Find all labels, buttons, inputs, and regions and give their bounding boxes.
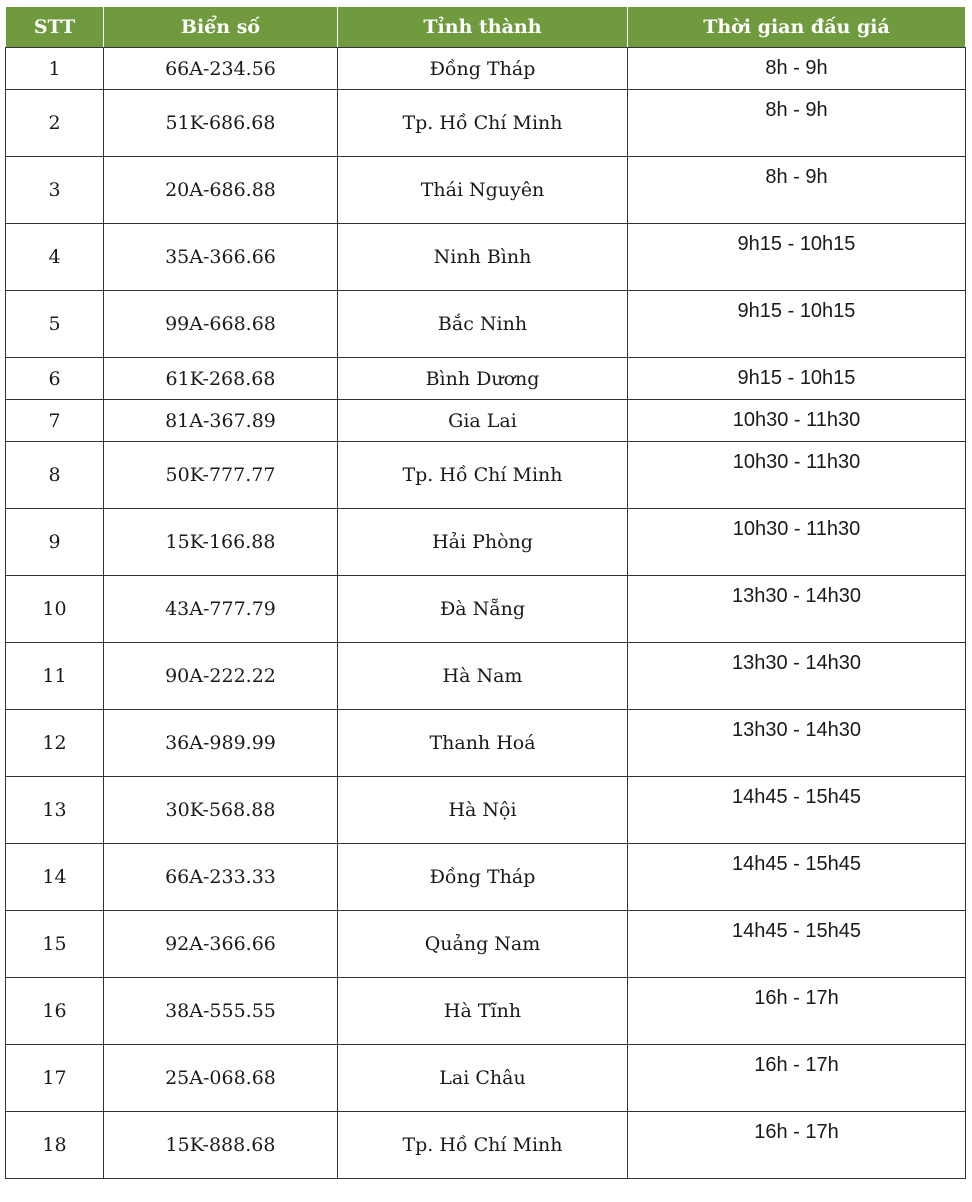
table-row <box>6 978 966 1045</box>
cell-plate: 66A-233.33 <box>104 844 338 911</box>
cell-plate: 20A-686.88 <box>104 157 338 224</box>
table-row <box>6 1045 966 1112</box>
cell-province: Lai Châu <box>338 1045 628 1112</box>
cell-time: 14h45 - 15h45 <box>628 777 966 844</box>
table-row <box>6 358 966 400</box>
cell-province: Hải Phòng <box>338 509 628 576</box>
table-row <box>6 1112 966 1179</box>
table-row <box>6 442 966 509</box>
cell-province: Đồng Tháp <box>338 48 628 90</box>
cell-stt: 2 <box>6 90 104 157</box>
cell-province: Hà Tĩnh <box>338 978 628 1045</box>
cell-province: Bắc Ninh <box>338 291 628 358</box>
header-province: Tỉnh thành <box>338 7 628 48</box>
table-body <box>6 48 966 1179</box>
cell-province: Tp. Hồ Chí Minh <box>338 1112 628 1179</box>
table-row <box>6 844 966 911</box>
table-row <box>6 157 966 224</box>
table-row <box>6 291 966 358</box>
cell-plate: 35A-366.66 <box>104 224 338 291</box>
cell-plate: 51K-686.68 <box>104 90 338 157</box>
cell-plate: 30K-568.88 <box>104 777 338 844</box>
cell-stt: 12 <box>6 710 104 777</box>
cell-stt: 7 <box>6 400 104 442</box>
cell-time: 9h15 - 10h15 <box>628 358 966 400</box>
cell-stt: 15 <box>6 911 104 978</box>
cell-plate: 90A-222.22 <box>104 643 338 710</box>
cell-plate: 36A-989.99 <box>104 710 338 777</box>
cell-time: 16h - 17h <box>628 1045 966 1112</box>
cell-stt: 9 <box>6 509 104 576</box>
cell-stt: 3 <box>6 157 104 224</box>
table-row <box>6 576 966 643</box>
cell-stt: 18 <box>6 1112 104 1179</box>
cell-time: 10h30 - 11h30 <box>628 509 966 576</box>
cell-time: 13h30 - 14h30 <box>628 643 966 710</box>
cell-plate: 25A-068.68 <box>104 1045 338 1112</box>
cell-province: Đà Nẵng <box>338 576 628 643</box>
table-row <box>6 710 966 777</box>
table-row <box>6 777 966 844</box>
cell-province: Gia Lai <box>338 400 628 442</box>
cell-plate: 66A-234.56 <box>104 48 338 90</box>
cell-plate: 61K-268.68 <box>104 358 338 400</box>
cell-plate: 99A-668.68 <box>104 291 338 358</box>
cell-plate: 92A-366.66 <box>104 911 338 978</box>
cell-time: 10h30 - 11h30 <box>628 442 966 509</box>
cell-province: Ninh Bình <box>338 224 628 291</box>
cell-province: Tp. Hồ Chí Minh <box>338 442 628 509</box>
cell-plate: 50K-777.77 <box>104 442 338 509</box>
header-time: Thời gian đấu giá <box>628 7 966 48</box>
table-row <box>6 643 966 710</box>
cell-time: 9h15 - 10h15 <box>628 291 966 358</box>
table-row <box>6 911 966 978</box>
cell-stt: 1 <box>6 48 104 90</box>
header-stt: STT <box>6 7 104 48</box>
cell-plate: 15K-166.88 <box>104 509 338 576</box>
cell-time: 8h - 9h <box>628 157 966 224</box>
cell-stt: 10 <box>6 576 104 643</box>
table-header <box>6 7 966 48</box>
cell-plate: 38A-555.55 <box>104 978 338 1045</box>
cell-stt: 17 <box>6 1045 104 1112</box>
cell-time: 13h30 - 14h30 <box>628 576 966 643</box>
table-row <box>6 90 966 157</box>
cell-time: 14h45 - 15h45 <box>628 911 966 978</box>
cell-stt: 11 <box>6 643 104 710</box>
cell-time: 14h45 - 15h45 <box>628 844 966 911</box>
cell-province: Hà Nội <box>338 777 628 844</box>
cell-plate: 43A-777.79 <box>104 576 338 643</box>
cell-stt: 6 <box>6 358 104 400</box>
cell-stt: 5 <box>6 291 104 358</box>
cell-plate: 81A-367.89 <box>104 400 338 442</box>
cell-province: Quảng Nam <box>338 911 628 978</box>
cell-stt: 8 <box>6 442 104 509</box>
table-row <box>6 48 966 90</box>
cell-stt: 4 <box>6 224 104 291</box>
cell-stt: 14 <box>6 844 104 911</box>
cell-province: Thái Nguyên <box>338 157 628 224</box>
auction-schedule-table <box>5 6 966 1179</box>
cell-time: 9h15 - 10h15 <box>628 224 966 291</box>
cell-stt: 16 <box>6 978 104 1045</box>
table-row <box>6 224 966 291</box>
table-row <box>6 509 966 576</box>
cell-province: Thanh Hoá <box>338 710 628 777</box>
table-row <box>6 400 966 442</box>
cell-stt: 13 <box>6 777 104 844</box>
cell-time: 13h30 - 14h30 <box>628 710 966 777</box>
cell-time: 8h - 9h <box>628 48 966 90</box>
cell-province: Hà Nam <box>338 643 628 710</box>
cell-province: Tp. Hồ Chí Minh <box>338 90 628 157</box>
cell-time: 16h - 17h <box>628 1112 966 1179</box>
header-plate: Biển số <box>104 7 338 48</box>
cell-province: Đồng Tháp <box>338 844 628 911</box>
cell-time: 16h - 17h <box>628 978 966 1045</box>
cell-province: Bình Dương <box>338 358 628 400</box>
cell-time: 10h30 - 11h30 <box>628 400 966 442</box>
cell-plate: 15K-888.68 <box>104 1112 338 1179</box>
cell-time: 8h - 9h <box>628 90 966 157</box>
